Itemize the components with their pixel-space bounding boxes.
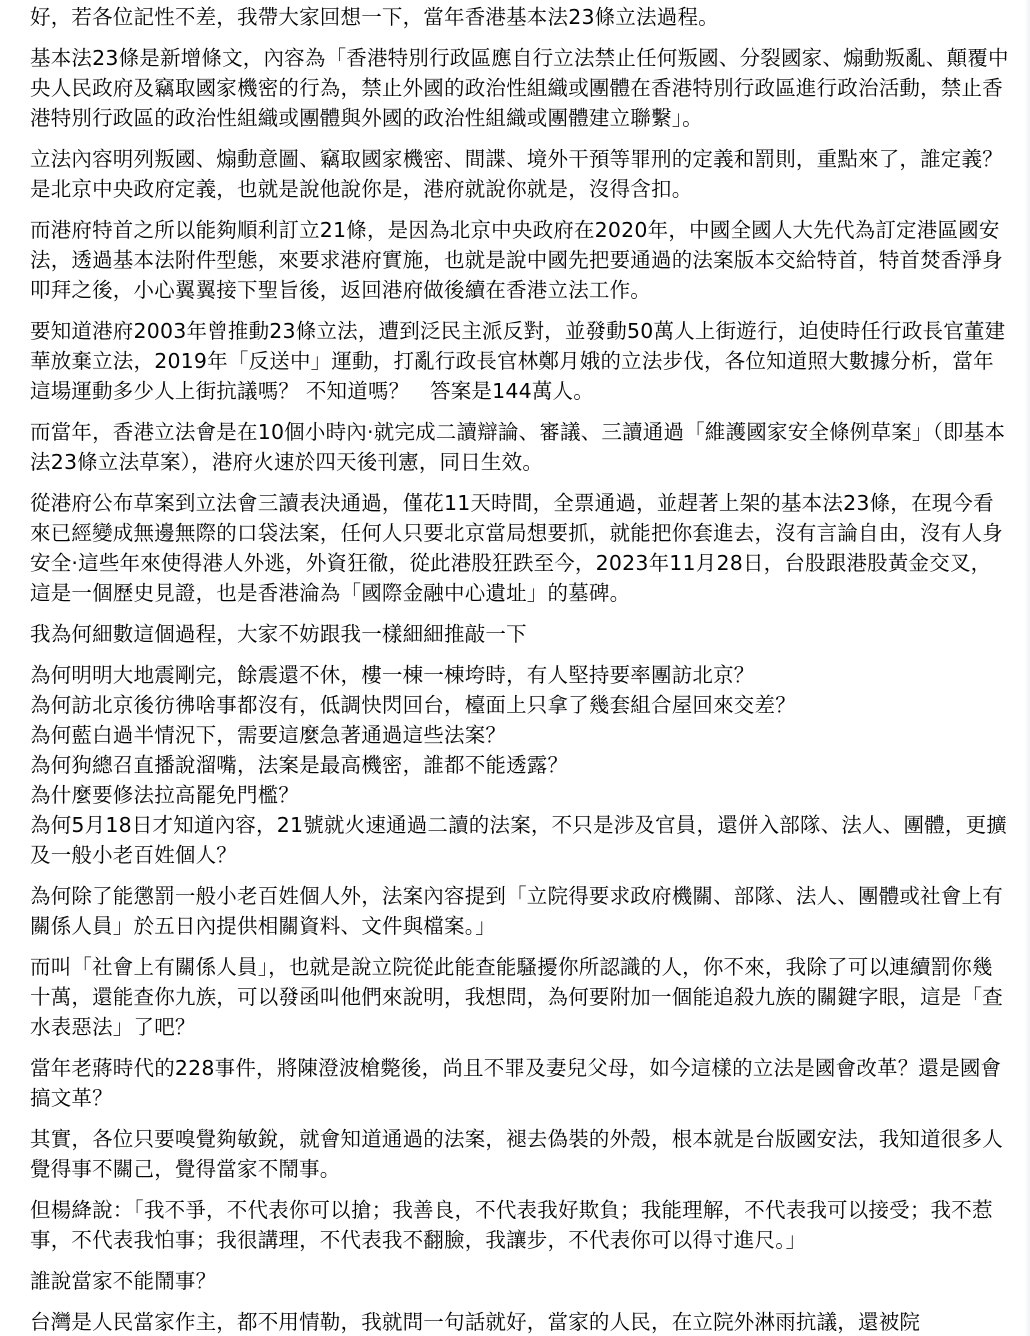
paragraph-cut-off: 台灣是人民當家作主，都不用情勒，我就問一句話就好，當家的人民，在立院外淋雨抗議，還被院 — [30, 1310, 921, 1334]
paragraph: 當年老蔣時代的228事件，將陳澄波槍斃後，尚且不罪及妻兒父母，如今這樣的立法是國會改革？還是國會搞文革？ — [30, 1056, 1002, 1110]
paragraph: 要知道港府2003年曾推動23條立法，遭到泛民主派反對，並發動50萬人上街遊行，迫使時任行政長官董建華放棄立法，2019年「反送中」運動，打亂行政長官林鄭月娥的立法步伐，各位知道照大數據分析，當年這場運動多少人上街抗議嗎？ 不知道嗎？ 答案是144萬人。 — [30, 319, 1006, 403]
quote-paragraph: 但楊絳說：「我不爭，不代表你可以搶；我善良，不代表我好欺負；我能理解，不代表我可以接受；我不惹事，不代表我怕事；我很講理，不代表我不翻臉，我讓步，不代表你可以得寸進尺。」 — [30, 1198, 993, 1252]
paragraph: 其實，各位只要嗅覺夠敏銳，就會知道通過的法案，褪去偽裝的外殼，根本就是台版國安法，我知道很多人覺得事不關己，覺得當家不鬧事。 — [30, 1127, 1003, 1181]
paragraph: 而叫「社會上有關係人員」，也就是說立院從此能查能騷擾你所認識的人，你不來，我除了可以連續罰你幾十萬，還能查你九族，可以發函叫他們來說明，我想問，為何要附加一個能追殺九族的關鍵字眼，這是「查水表惡法」了吧？ — [30, 955, 1003, 1039]
question-list: 為何明明大地震剛完，餘震還不休，樓一棟一棟垮時，有人堅持要率團訪北京？ 為何訪北京後彷彿啥事都沒有，低調快閃回台，檯面上只拿了幾套組合屋回來交差？ 為何藍白過半情況下，需要這麼急著通過這些法案？ 為何狗總召直播說溜嘴，法案是最高機密，誰都不能透露？ 為什麼要修法拉高罷免門檻？ 為何5月18日才知道內容，21號就火速通過二讀的法案，不只是涉及官員，還併入部隊、法人、團體，更擴及一般小老百姓個人？ — [30, 663, 1008, 867]
paragraph: 為何除了能懲罰一般小老百姓個人外，法案內容提到「立院得要求政府機關、部隊、法人、團體或社會上有關係人員」於五日內提供相關資料、文件與檔案。」 — [30, 884, 1003, 938]
paragraph: 好，若各位記性不差，我帶大家回想一下，當年香港基本法23條立法過程。 — [30, 5, 719, 29]
paragraph: 立法內容明列叛國、煽動意圖、竊取國家機密、間諜、境外干預等罪刑的定義和罰則，重點來了，誰定義？是北京中央政府定義，也就是說他說你是，港府就說你就是，沒得含扣。 — [30, 147, 1003, 201]
paragraph: 而港府特首之所以能夠順利訂立21條，是因為北京中央政府在2020年，中國全國人大先代為訂定港區國安法，透過基本法附件型態，來要求港府實施，也就是說中國先把要通過的法案版本交給特首，特首焚香淨身叩拜之後，小心翼翼接下聖旨後，返回港府做後續在香港立法工作。 — [30, 218, 1003, 302]
paragraph: 從港府公布草案到立法會三讀表決通過，僅花11天時間，全票通過，並趕著上架的基本法23條，在現今看來已經變成無邊無際的口袋法案，任何人只要北京當局想要抓，就能把你套進去，沒有言論自由，沒有人身安全‧這些年來使得港人外逃，外資狂徹，從此港股狂跌至今，2023年11月28日，台股跟港股黃金交叉，這是一個歷史見證，也是香港淪為「國際金融中心遺址」的墓碑。 — [30, 491, 1003, 605]
paragraph: 我為何細數這個過程，大家不妨跟我一樣細細推敲一下 — [30, 622, 527, 646]
page-edge — [1024, 0, 1030, 1336]
paragraph: 誰說當家不能鬧事？ — [30, 1269, 217, 1293]
paragraph: 而當年，香港立法會是在10個小時內‧就完成二讀辯論、審議、三讀通過「維護國家安全條例草案」（即基本法23條立法草案），港府火速於四天後刊憲，同日生效。 — [30, 420, 1006, 474]
paragraph: 基本法23條是新增條文，內容為「香港特別行政區應自行立法禁止任何叛國、分裂國家、煽動叛亂、顛覆中央人民政府及竊取國家機密的行為，禁止外國的政治性組織或團體在香港特別行政區進行政治活動，禁止香港特別行政區的政治性組織或團體與外國的政治性組織或團體建立聯繫」。 — [30, 46, 1009, 130]
